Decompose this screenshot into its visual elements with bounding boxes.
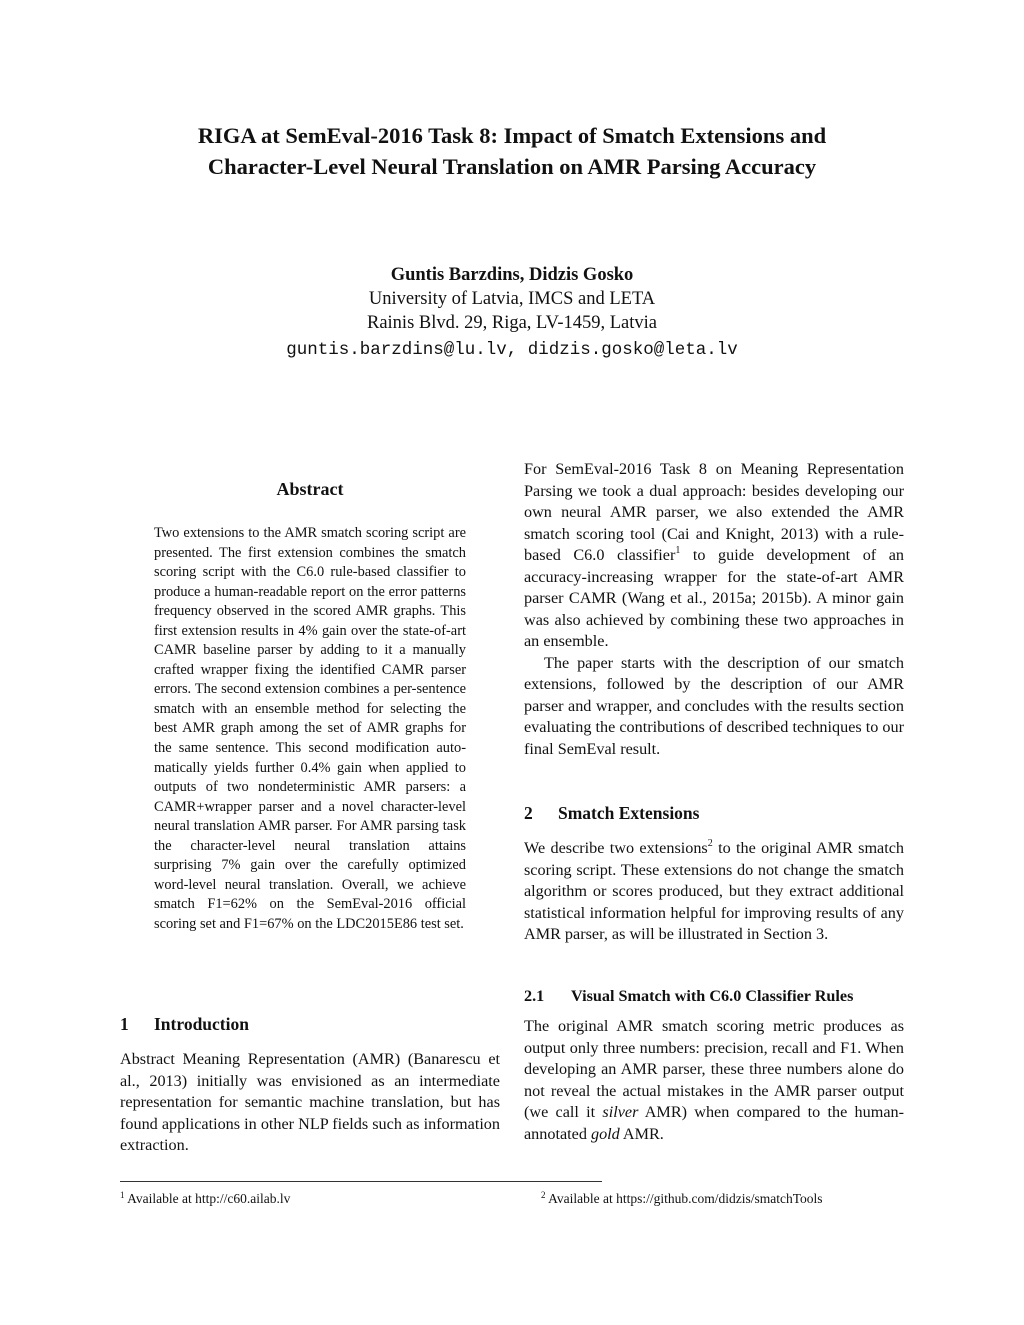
author-block xyxy=(200,263,824,362)
footnote-mark: 1 xyxy=(120,1190,125,1200)
author-address: Rainis Blvd. 29, Riga, LV-1459, Latvia xyxy=(366,313,657,333)
silver-term: silver xyxy=(602,1103,639,1121)
footnote-2 xyxy=(541,1186,823,1208)
subsection-number: 2.1 xyxy=(524,987,545,1005)
author-affiliation: University of Latvia, IMCS and LETA xyxy=(368,289,656,309)
footnote-mark: 2 xyxy=(541,1190,546,1200)
paper-title xyxy=(100,120,924,182)
section-1-heading xyxy=(120,1014,500,1035)
footnote-text: Available at http://c60.ailab.lv xyxy=(124,1191,291,1206)
subsection-title: Visual Smatch with C6.0 Classifier Rules xyxy=(571,987,854,1005)
intro-paragraph: Abstract Meaning Representation (AMR) (Banarescu et al., 2013) initially was envisioned as an intermediate representation for semantic machine translation, but has found applications in other NLP fields such as information extraction. xyxy=(120,1050,500,1154)
para-text: AMR. xyxy=(619,1124,664,1143)
abstract-text: Two extensions to the AMR smatch scoring script are presented. The first extension combines the smatch scoring script with the C6.0 rule-based classifier to produce a human-readable report on the error patterns frequency observed in the scored AMR graphs. This first extension results in 4% gain over the state-of-art CAMR baseline parser by adding to it a manually crafted wrapper fixing the identified CAMR parser errors. The second extension combines a per-sentence smatch with an ensemble method for selecting the best AMR graph among the set of AMR graphs for the same sentence. This second modification automatically yields further 0.4% gain when applied to outputs of two nondeterministic AMR parsers: a CAMR+wrapper parser and a novel character-level neural translation AMR parser. For AMR parsing task the character-level neural translation attains surprising 7% gain over the carefully optimized word-level neural translation. Overall, we achieve smatch F1=62% on the SemEval-2016 official scoring set and F1=67% on the LDC2015E86 test set. xyxy=(154,525,466,932)
abstract-heading: Abstract xyxy=(276,479,344,499)
section-number: 2 xyxy=(524,803,533,823)
right-column-intro xyxy=(524,459,904,760)
para-text: For SemEval-2016 Task 8 on Meaning Representation Parsing we took a dual approach: besides developing our own neural AMR parser, we also extended the AMR smatch scoring tool (Cai and Knight, 2013) with a rule-based C6.0 classifier xyxy=(524,460,904,564)
intro-paragraph-3: The paper starts with the description of our smatch extensions, followed by the description of our AMR parser and wrapper, and concludes with the results section evaluating the contributions of described techniques to our final SemEval result. xyxy=(524,653,904,758)
section-1 xyxy=(120,1014,500,1157)
footnote-ref-2[interactable]: 2 xyxy=(707,838,713,849)
para-text: AMR) when compared to the human-annotated xyxy=(524,1103,904,1143)
author-names: Guntis Barzdins, Didzis Gosko xyxy=(390,265,634,285)
para-text: to guide development of an accuracy-increasing wrapper for the state-of-art AMR parser CAMR (Wang et al., 2015a; 2015b). A minor gain was also achieved by combining these two approaches in an ensemble. xyxy=(524,546,904,650)
para-text: to the original AMR smatch scoring script. These extensions do not change the smatch algorithm or scores produced, but they extract additional statistical information helpful for improving results of any AMR parser, as will be illustrated in Section 3. xyxy=(524,839,905,943)
footnote-text: Available at https://github.com/didzis/smatchTools xyxy=(545,1191,823,1206)
author-emails: guntis.barzdins@lu.lv, didzis.gosko@leta.lv xyxy=(286,340,738,360)
section-2-1-heading xyxy=(524,987,904,1006)
section-2-1-paragraph xyxy=(524,1016,904,1145)
section-title: Introduction xyxy=(154,1014,249,1034)
para-text: We describe two extensions xyxy=(524,839,708,857)
section-2 xyxy=(524,803,904,946)
section-2-heading xyxy=(524,803,904,824)
title-line-1: RIGA at SemEval-2016 Task 8: Impact of Smatch Extensions and xyxy=(197,123,827,148)
section-2-paragraph xyxy=(524,838,904,946)
section-2-1 xyxy=(524,987,904,1145)
section-title: Smatch Extensions xyxy=(558,803,700,823)
section-number: 1 xyxy=(120,1014,129,1034)
footnote-divider xyxy=(120,1181,602,1182)
title-line-2: Character-Level Neural Translation on AMR Parsing Accuracy xyxy=(207,154,817,179)
para-text: The original AMR smatch scoring metric produces as output only three numbers: precision, recall and F1. When developing an AMR parser, these three numbers alone do not reveal the actual mistakes in the AMR parser output (we call it xyxy=(524,1017,904,1121)
gold-term: gold xyxy=(590,1124,620,1143)
footnote-1 xyxy=(120,1186,290,1208)
footnote-ref-1[interactable]: 1 xyxy=(675,545,681,556)
intro-paragraph-2 xyxy=(524,459,904,653)
